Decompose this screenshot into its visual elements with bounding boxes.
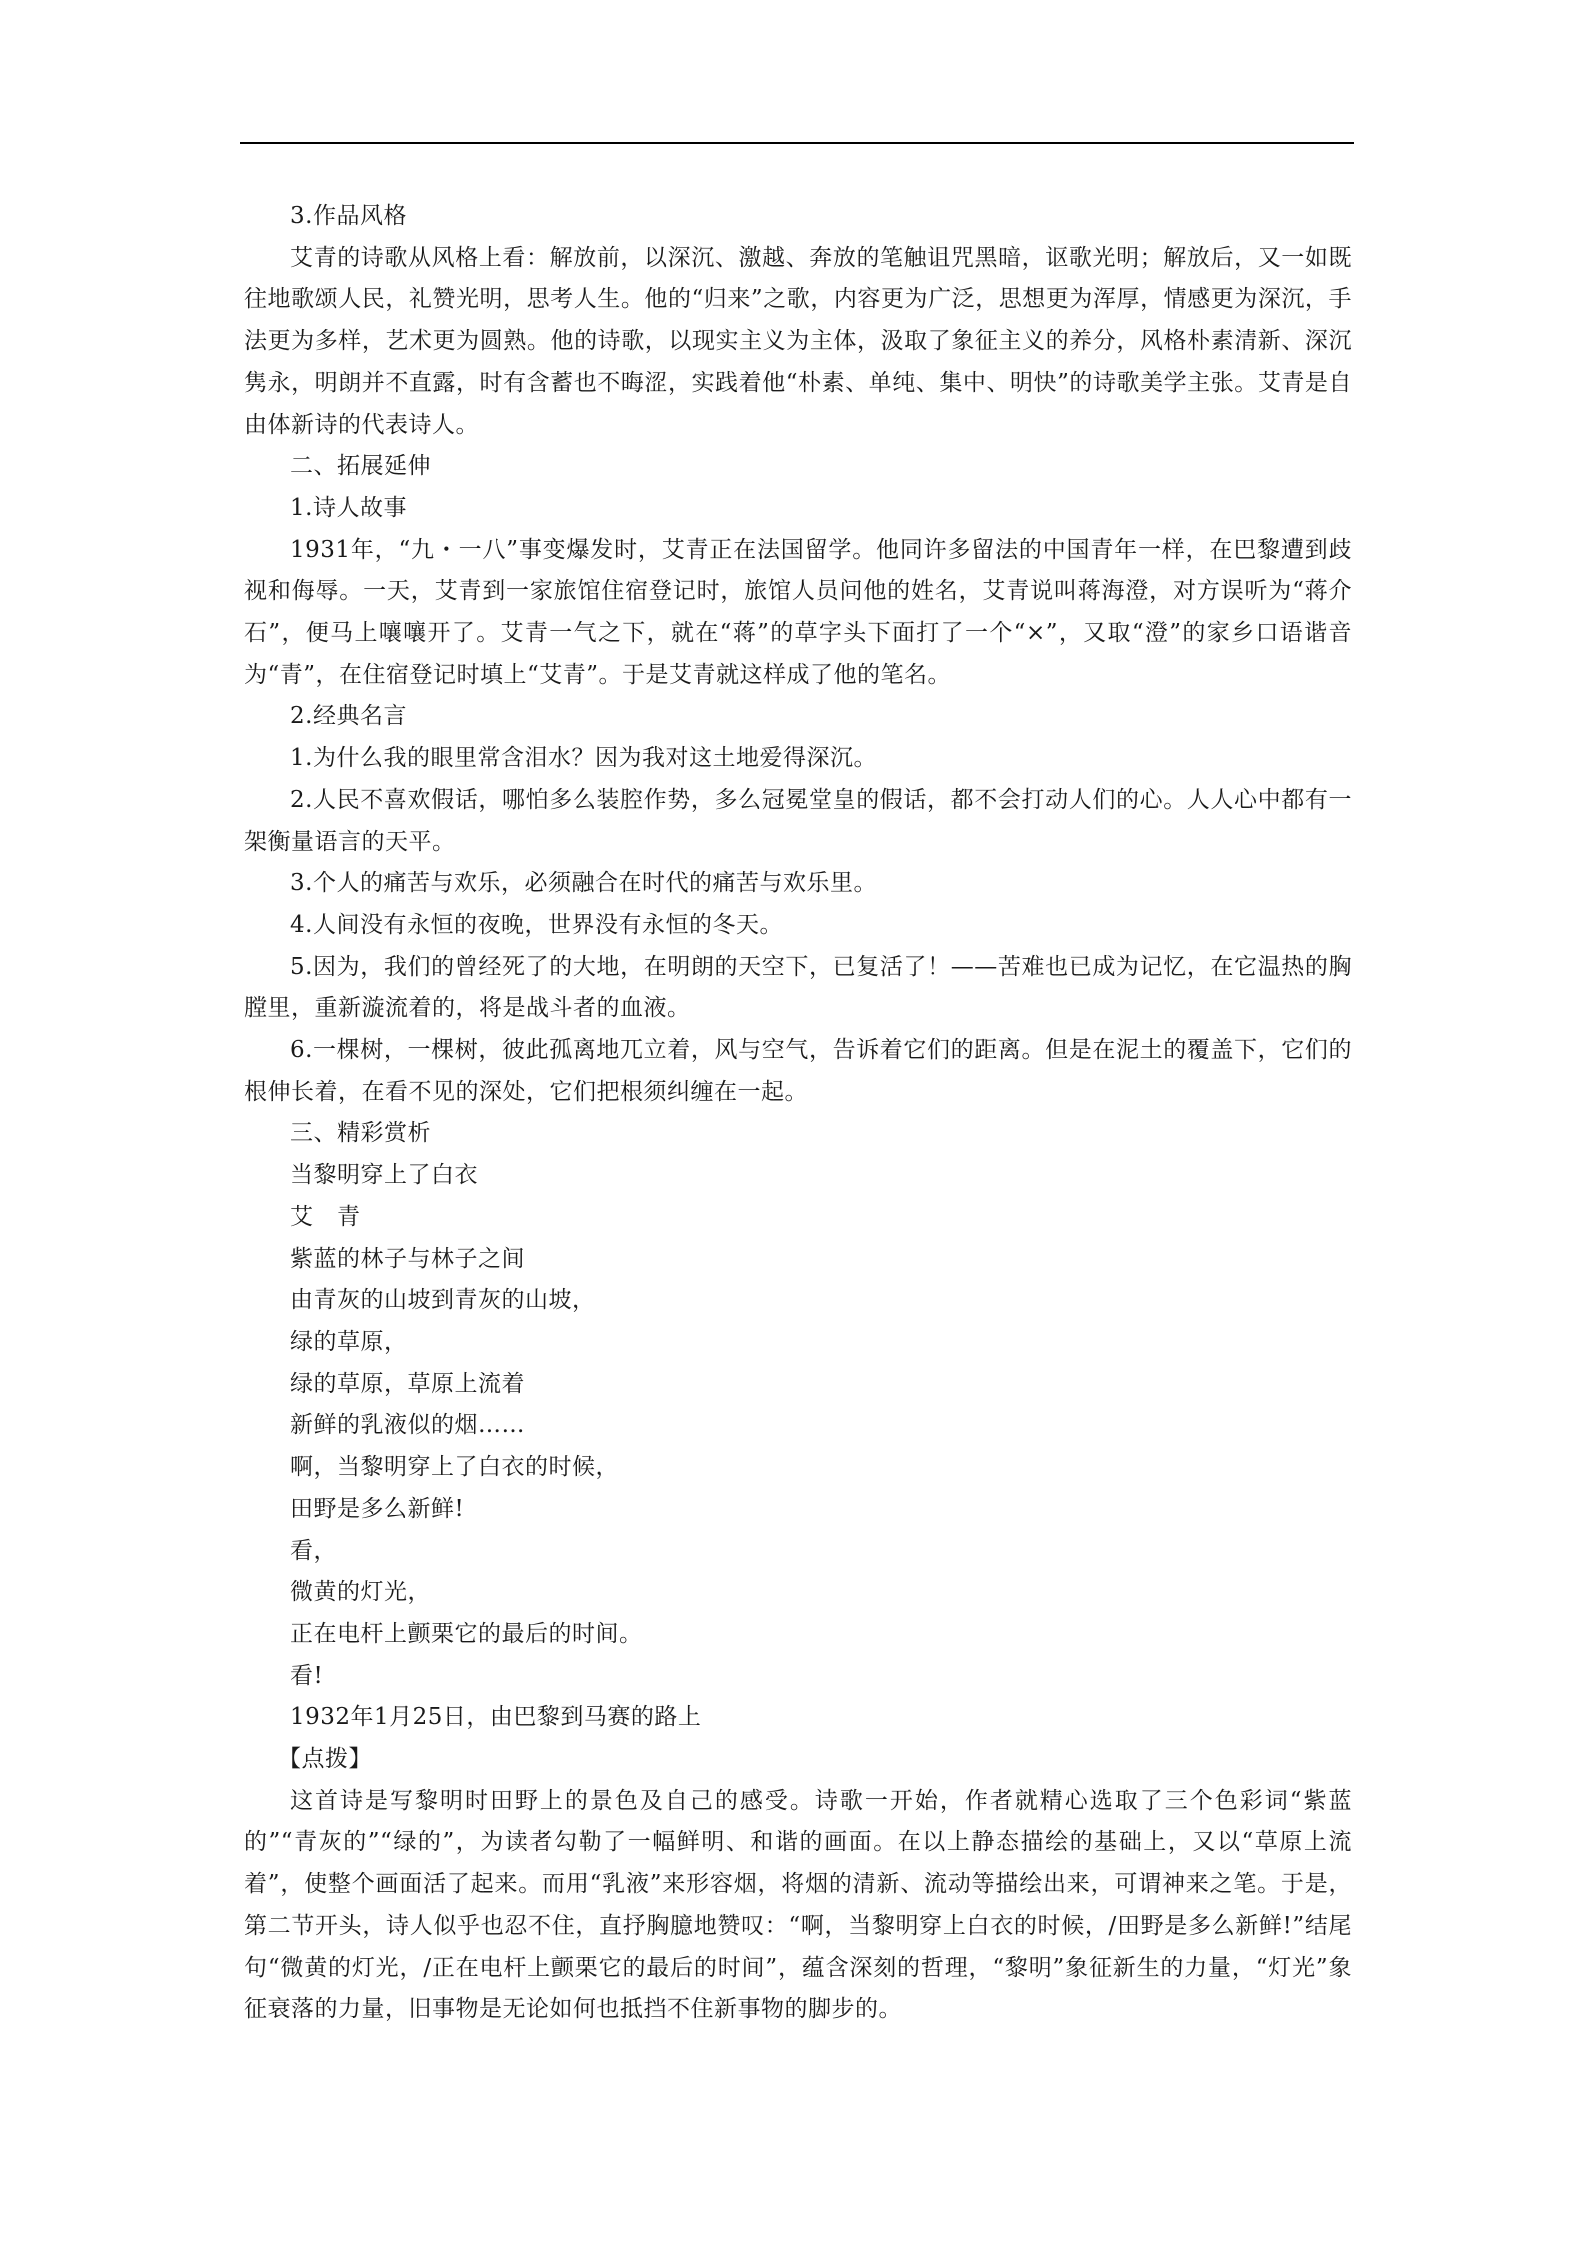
comment-paragraph: 这首诗是写黎明时田野上的景色及自己的感受。诗歌一开始，作者就精心选取了三个色彩词“紫蓝的”“青灰的”“绿的”，为读者勾勒了一幅鲜明、和谐的画面。在以上静态描绘的基础上，又以“草原上流着”，使整个画面活了起来。而用“乳液”来形容烟，将烟的清新、流动等描绘出来，可谓神来之笔。于是，第二节开头，诗人似乎也忍不住，直抒胸臆地赞叹：“啊，当黎明穿上白衣的时候，/田野是多么新鲜!”结尾句“微黄的灯光，/正在电杆上颤栗它的最后的时间”，蕴含深刻的哲理，“黎明”象征新生的力量，“灯光”象征衰落的力量，旧事物是无论如何也抵挡不住新事物的脚步的。 (244, 1787, 1352, 2023)
poem-line: 新鲜的乳液似的烟…… (290, 1412, 525, 1439)
quote-item: 4.人间没有永恒的夜晚，世界没有永恒的冬天。 (290, 911, 783, 938)
poem-line: 绿的草原，草原上流着 (290, 1370, 525, 1397)
story-paragraph: 1931年，“九・一八”事变爆发时，艾青正在法国留学。他同许多留法的中国青年一样，在巴黎遭到歧视和侮辱。一天，艾青到一家旅馆住宿登记时，旅馆人员问他的姓名，艾青说叫蒋海澄，对方误听为“蒋介石”，便马上嚷嚷开了。艾青一气之下，就在“蒋”的草字头下面打了一个“×”，又取“澄”的家乡口语谐音为“青”，在住宿登记时填上“艾青”。于是艾青就这样成了他的笔名。 (244, 536, 1352, 688)
poem-line: 正在电杆上颤栗它的最后的时间。 (290, 1620, 643, 1647)
poem-line: 啊，当黎明穿上了白衣的时候， (290, 1454, 619, 1481)
poem-line: 紫蓝的林子与林子之间 (290, 1245, 525, 1272)
story-heading: 1.诗人故事 (290, 494, 407, 521)
quotes-heading: 2.经典名言 (290, 703, 407, 730)
poem-line: 绿的草原， (290, 1328, 408, 1355)
poem-title: 当黎明穿上了白衣 (290, 1162, 478, 1189)
poem-date-line: 1932年1月25日，由巴黎到马赛的路上 (290, 1704, 702, 1731)
poem-line: 田野是多么新鲜! (290, 1495, 465, 1522)
extension-heading: 二、拓展延伸 (290, 453, 431, 480)
appreciation-heading: 三、精彩赏析 (290, 1120, 431, 1147)
quote-item: 3.个人的痛苦与欢乐，必须融合在时代的痛苦与欢乐里。 (290, 870, 877, 897)
quote-item: 6.一棵树，一棵树，彼此孤离地兀立着，风与空气，告诉着它们的距离。但是在泥土的覆盖下，它们的根伸长着，在看不见的深处，它们把根须纠缠在一起。 (244, 1037, 1352, 1105)
poem-line: 由青灰的山坡到青灰的山坡， (290, 1287, 596, 1314)
poem-line: 看! (290, 1662, 324, 1689)
poem-line: 微黄的灯光， (290, 1579, 431, 1606)
quote-item: 5.因为，我们的曾经死了的大地，在明朗的天空下，已复活了！——苦难也已成为记忆，在它温热的胸膛里，重新漩流着的，将是战斗者的血液。 (244, 953, 1352, 1022)
header-rule (240, 142, 1354, 144)
quote-item: 1.为什么我的眼里常含泪水？因为我对这土地爱得深沉。 (290, 745, 877, 772)
poem-line: 看， (290, 1537, 337, 1564)
comment-heading: 【点拨】 (278, 1746, 372, 1773)
style-paragraph: 艾青的诗歌从风格上看：解放前，以深沉、激越、奔放的笔触诅咒黑暗，讴歌光明；解放后，又一如既往地歌颂人民，礼赞光明，思考人生。他的“归来”之歌，内容更为广泛，思想更为浑厚，情感更为深沉，手法更为多样，艺术更为圆熟。他的诗歌，以现实主义为主体，汲取了象征主义的养分，风格朴素清新、深沉隽永，明朗并不直露，时有含蓄也不晦涩，实践着他“朴素、单纯、集中、明快”的诗歌美学主张。艾青是自由体新诗的代表诗人。 (244, 244, 1352, 438)
poem-author: 艾 青 (290, 1203, 361, 1230)
style-heading: 3.作品风格 (290, 203, 407, 229)
quote-item: 2.人民不喜欢假话，哪怕多么装腔作势，多么冠冕堂皇的假话，都不会打动人们的心。人人心中都有一架衡量语言的天平。 (244, 786, 1352, 855)
document-body (244, 196, 1352, 2031)
